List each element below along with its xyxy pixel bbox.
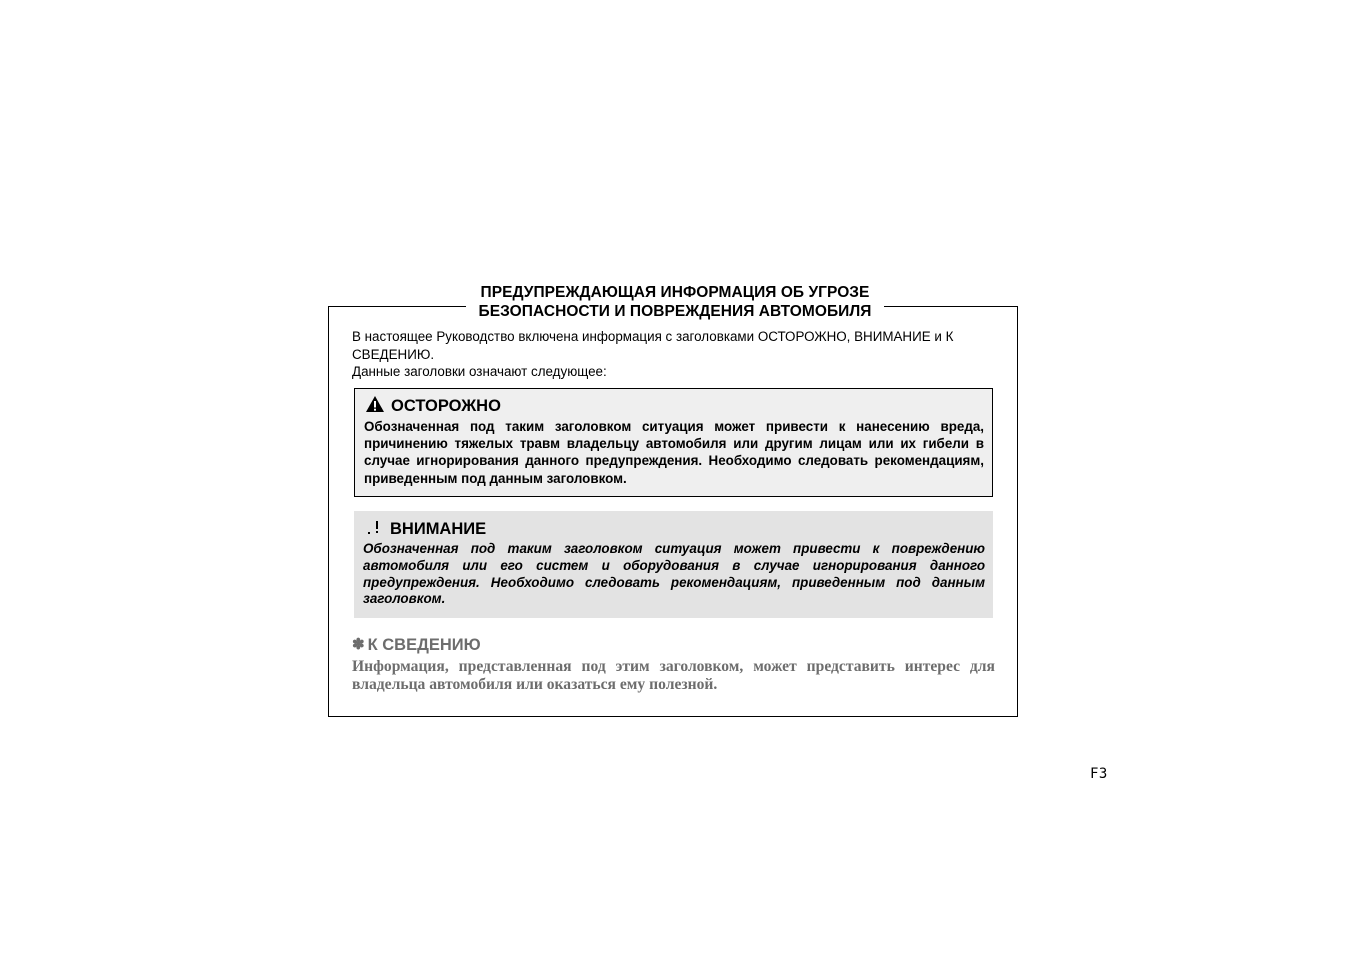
notice-box	[354, 511, 993, 618]
info-text: Информация, представленная под этим заголовком, может представить интерес для владельца автомобиля или оказаться ему полезной.	[352, 658, 995, 693]
section-title	[466, 283, 884, 321]
notice-heading: ВНИМАНИЕ	[390, 520, 487, 538]
section-title-line1: ПРЕДУПРЕЖДАЮЩАЯ ИНФОРМАЦИЯ ОБ УГРОЗЕ	[480, 284, 870, 301]
caution-box	[354, 388, 993, 497]
notice-header	[363, 519, 985, 539]
exclamation-icon	[363, 518, 385, 541]
info-heading: К СВЕДЕНИЮ	[367, 636, 481, 654]
intro-paragraph: В настоящее Руководство включена информация с заголовками ОСТОРОЖНО, ВНИМАНИЕ и К СВЕДЕНИЮ.	[352, 329, 954, 362]
caution-header	[364, 396, 984, 416]
page-number: F3	[1090, 766, 1108, 782]
caution-heading: ОСТОРОЖНО	[391, 397, 501, 415]
notice-text: Обозначенная под таким заголовком ситуация может привести к повреждению автомобиля или его систем и оборудования в случае игнорирования данного предупреждения. Необходимо следовать рекомендациям, приведенным под данным заголовком.	[363, 541, 985, 607]
caution-text: Обозначенная под таким заголовком ситуация может привести к нанесению вреда, причинению тяжелых травм владельцу автомобиля или другим лицам или их гибели в случае игнорирования данного предупреждения. Необходимо следовать рекомендациям, приведенным под данным заголовком.	[364, 419, 984, 486]
intro-text	[352, 328, 994, 381]
info-block	[352, 635, 995, 693]
warning-triangle-icon	[364, 395, 386, 418]
info-header	[352, 635, 995, 655]
intro-paragraph: Данные заголовки означают следующее:	[352, 364, 607, 379]
asterisk-icon: ✽	[352, 636, 365, 653]
section-title-line2: БЕЗОПАСНОСТИ И ПОВРЕЖДЕНИЯ АВТОМОБИЛЯ	[478, 303, 872, 320]
